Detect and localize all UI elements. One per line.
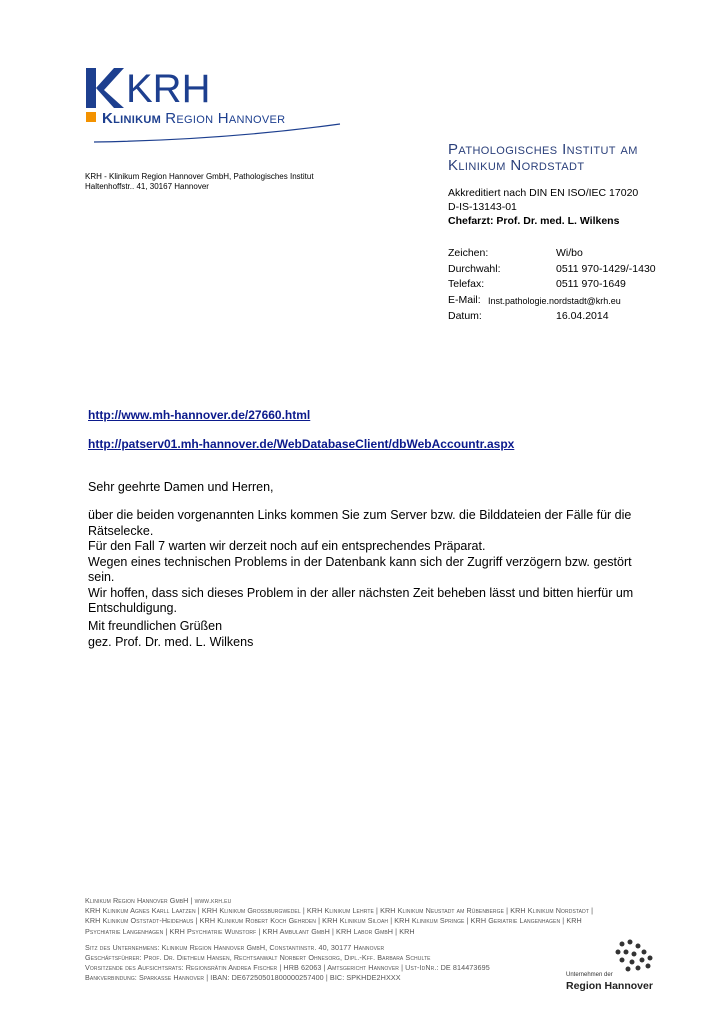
footer-line-3: KRH Klinikum Oststadt-Heidehaus | KRH Klinikum Robert Koch Gehrden | KRH Klinikum Siloah | KRH Klinikum Springe | KRH Geriatrie Langenhagen | KRH — [85, 916, 582, 926]
email-label: E-Mail: — [448, 293, 481, 306]
telefax-label: Telefax: — [448, 278, 485, 290]
sender-address — [85, 172, 325, 192]
link-mh-hannover[interactable]: http://www.mh-hannover.de/27660.html — [88, 408, 311, 422]
institute-line1: Pathologisches Institut am — [448, 141, 638, 158]
email-value[interactable]: Inst.pathologie.nordstadt@krh.eu — [488, 295, 621, 306]
closing-greeting: Mit freundlichen Grüßen — [88, 619, 223, 633]
footer-line-7: Vorsitzende des Aufsichtsrats: Regionsrätin Andrea Fischer | HRB 62063 | Amtsgericht Hannover | Ust-IdNr.: DE 814473695 — [85, 963, 490, 973]
telefax-row — [448, 277, 656, 293]
institute-heading — [448, 142, 638, 174]
accreditation-block — [448, 186, 638, 228]
footer-line-4: Psychiatrie Langenhagen | KRH Psychiatrie Wunstorf | KRH Ambulant GmbH | KRH Labor GmbH | KRH — [85, 926, 415, 936]
sender-line1: KRH - Klinikum Region Hannover GmbH, Pathologisches Institut — [85, 172, 314, 181]
body-paragraph-3: Wegen eines technischen Problems in der Datenbank kann sich der Zugriff verzögern bzw. gestört sein. — [88, 554, 632, 584]
closing-signature: gez. Prof. Dr. med. L. Wilkens — [88, 634, 254, 649]
email-row — [448, 293, 656, 310]
durchwahl-value: 0511 970-1429/-1430 — [556, 262, 656, 275]
reference-block — [448, 246, 656, 325]
footer-line-1: Klinikum Region Hannover GmbH | www.krh.eu — [85, 896, 232, 905]
zeichen-label: Zeichen: — [448, 247, 489, 259]
datum-label: Datum: — [448, 310, 482, 322]
footer-line-2: KRH Klinikum Agnes Karll Laatzen | KRH Klinikum Grossburgwedel | KRH Klinikum Lehrte | KRH Klinikum Neustadt am Rübenberge | KRH Klinikum Nordstadt | — [85, 906, 594, 916]
footer-line-8: Bankverbindung: Sparkasse Hannover | IBAN: DE67250501800000257400 | BIC: SPKHDE2HXXX — [85, 973, 401, 983]
chief-physician: Chefarzt: Prof. Dr. med. L. Wilkens — [448, 215, 620, 227]
krh-logo-text: KRH — [126, 67, 211, 111]
body-paragraph-1: über die beiden vorgenannten Links kommen Sie zum Server bzw. die Bilddateien der Fälle für die Rätselecke. — [88, 508, 632, 538]
region-hannover-dots-icon — [612, 938, 658, 978]
footer-line-6: Geschäftsführer: Prof. Dr. Diethelm Hansen, Rechtsanwalt Norbert Ohnesorg, Dipl.-Kff. Barbara Schulte — [85, 953, 431, 963]
durchwahl-row — [448, 262, 656, 278]
krh-logo — [84, 62, 344, 152]
link-patserv[interactable]: http://patserv01.mh-hannover.de/WebDatabaseClient/dbWebAccountr.aspx — [88, 437, 515, 451]
body-paragraph-2: Für den Fall 7 warten wir derzeit noch auf ein entsprechendes Präparat. — [88, 539, 486, 553]
logo-klinikum: Klinikum — [102, 110, 162, 127]
sender-line2: Haltenhoffstr.. 41, 30167 Hannover — [85, 182, 209, 191]
body-paragraph-4: Wir hoffen, dass sich dieses Problem in der aller nächsten Zeit beheben lässt und bitten hierfür um Entschuldigung. — [88, 585, 634, 615]
closing — [88, 619, 648, 650]
institute-line2: Klinikum Nordstadt — [448, 157, 585, 174]
salutation: Sehr geehrte Damen und Herren, — [88, 480, 274, 494]
accreditation-line1: Akkreditiert nach DIN EN ISO/IEC 17020 — [448, 187, 639, 199]
zeichen-row — [448, 246, 656, 262]
region-logo-big: Region Hannover — [566, 980, 653, 992]
krh-logo-subtitle — [102, 110, 285, 127]
region-logo-small: Unternehmen der — [566, 972, 613, 978]
datum-row — [448, 309, 656, 325]
telefax-value: 0511 970-1649 — [556, 278, 626, 290]
logo-region: Region Hannover — [165, 110, 286, 127]
accreditation-line2: D-IS-13143-01 — [448, 201, 517, 213]
letter-body — [88, 508, 648, 617]
durchwahl-label: Durchwahl: — [448, 262, 501, 275]
footer-line-5: Sitz des Unternehmens: Klinikum Region Hannover GmbH, Constantinstr. 40, 30177 Hannover — [85, 942, 385, 952]
datum-value: 16.04.2014 — [556, 310, 609, 322]
zeichen-value: Wi/bo — [556, 247, 583, 259]
